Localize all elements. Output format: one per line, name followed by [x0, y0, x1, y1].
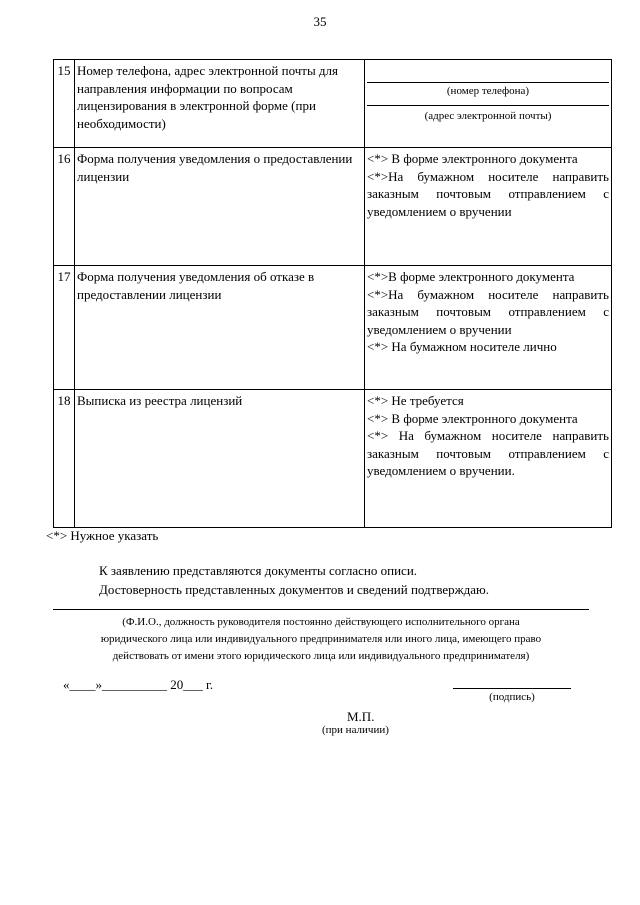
page-number: 35 [313, 14, 327, 29]
contact-cell [365, 60, 612, 148]
signatory-line[interactable] [53, 609, 589, 610]
email-caption: (адрес электронной почты) [424, 110, 552, 122]
application-table [53, 59, 612, 528]
options-cell [365, 266, 612, 390]
options-cell [365, 148, 612, 266]
table-row [54, 148, 612, 266]
signature-caption: (подпись) [489, 691, 535, 703]
date-line[interactable]: «____»__________ 20___ г. [63, 677, 214, 692]
row-label: Форма получения уведомления о предоставлении лицензии [75, 148, 365, 266]
row-number: 15 [54, 60, 75, 148]
row-number: 16 [54, 148, 75, 266]
row-label: Выписка из реестра лицензий [75, 390, 365, 528]
stamp-label: М.П. [347, 709, 375, 724]
attachments-note: К заявлению представляются документы согласно описи. [99, 563, 418, 578]
table-row [54, 390, 612, 528]
signatory-caption: (Ф.И.О., должность руководителя постоянно действующего исполнительного органа юридического лица или индивидуального предпринимателя или иного лица, имеющего право действовать от имени этого юридического лица или индивидуального предпринимателя) [100, 616, 542, 662]
row-number: 17 [54, 266, 75, 390]
option-registered-mail[interactable]: <*>На бумажном носителе направить заказным почтовым отправлением с уведомлением о вручении [367, 286, 609, 337]
phone-caption: (номер телефона) [446, 85, 530, 97]
option-in-person[interactable]: <*> На бумажном носителе лично [367, 339, 557, 354]
signature-line[interactable] [453, 688, 571, 689]
table-row [54, 266, 612, 390]
option-not-required[interactable]: <*> Не требуется [367, 393, 464, 408]
option-registered-mail[interactable]: <*>На бумажном носителе направить заказным почтовым отправлением с уведомлением о вручении [367, 168, 609, 219]
stamp-note: (при наличии) [322, 724, 389, 736]
row-label: Форма получения уведомления об отказе в предоставлении лицензии [75, 266, 365, 390]
options-cell [365, 390, 612, 528]
option-electronic[interactable]: <*>В форме электронного документа [367, 269, 575, 284]
row-number: 18 [54, 390, 75, 528]
phone-field[interactable] [367, 64, 609, 83]
email-field[interactable] [367, 99, 609, 106]
option-electronic[interactable]: <*> В форме электронного документа [367, 410, 578, 426]
confirmation-note: Достоверность представленных документов и сведений подтверждаю. [99, 582, 489, 597]
row-label: Номер телефона, адрес электронной почты для направления информации по вопросам лицензирования в электронной форме (при необходимости) [75, 60, 365, 148]
option-registered-mail[interactable]: <*> На бумажном носителе направить заказным почтовым отправлением с уведомлением о вручении. [367, 428, 609, 478]
table-row [54, 60, 612, 148]
option-electronic[interactable]: <*> В форме электронного документа [367, 151, 578, 166]
footnote: <*> Нужное указать [46, 528, 159, 543]
